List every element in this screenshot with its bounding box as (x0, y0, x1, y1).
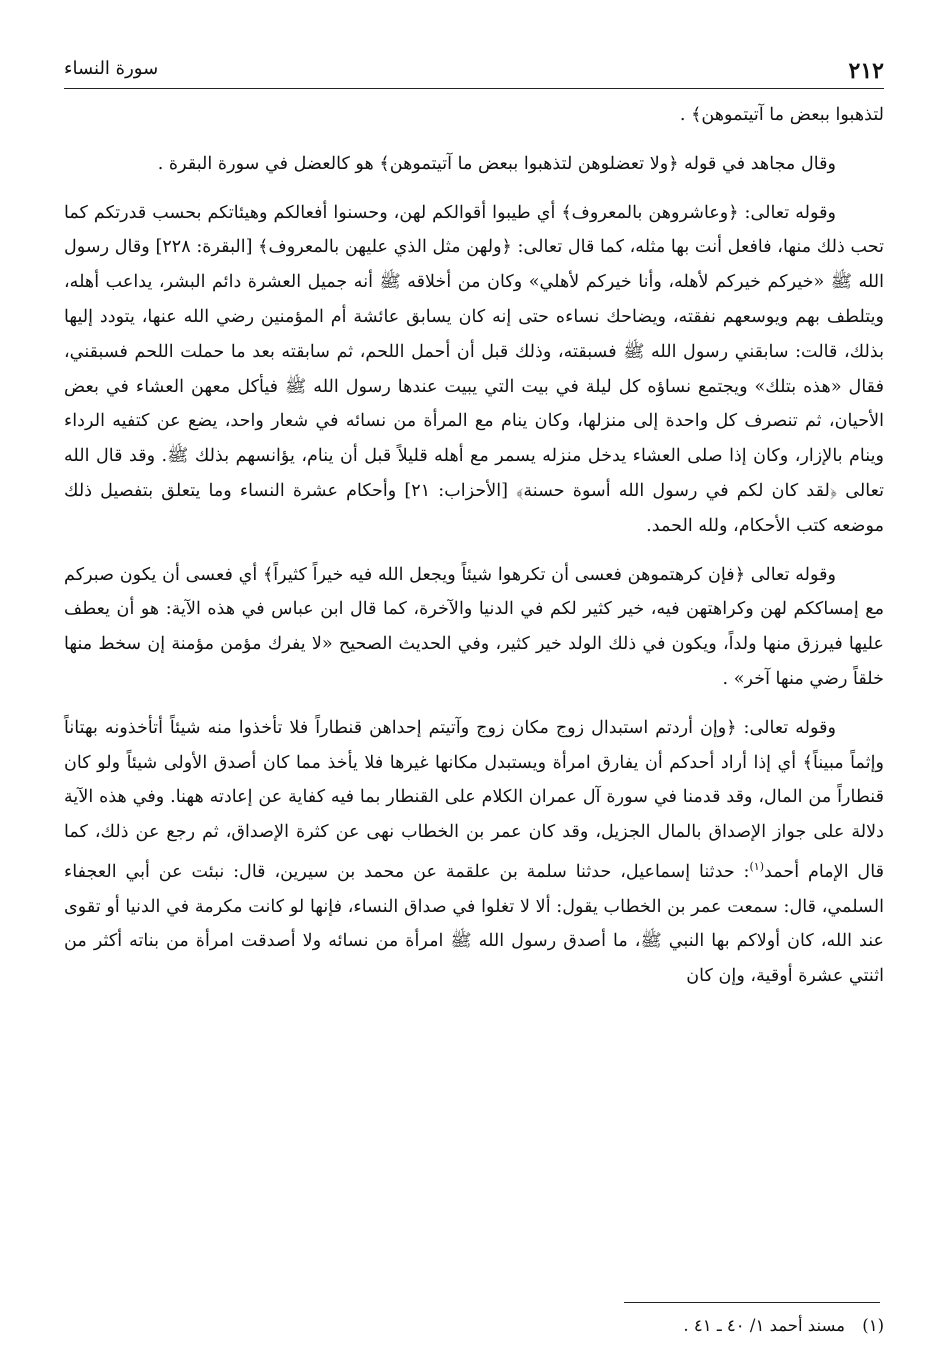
paragraph-5 (64, 711, 884, 994)
page-number: ٢١٢ (848, 58, 884, 84)
paragraph-2: وقال مجاهد في قوله ﴿ولا تعضلوهن لتذهبوا ببعض ما آتيتموهن﴾ هو كالعضل في سورة البقرة . (157, 153, 836, 174)
footnote (64, 1312, 884, 1340)
paragraph-5-continuation: : حدثنا إسماعيل، حدثنا سلمة بن علقمة عن محمد بن سيرين، قال: نبئت عن أبي العجفاء السلمي، قال: سمعت عمر بن الخطاب يقول: ألا لا تغلوا في صداق النساء، فإنها لو كانت مكرمة في الدنيا أو تقوى عند الله، كان أولاكم بها النبي ﷺ، ما أصدق رسول الله ﷺ امرأة من نسائه ولا أصدقت امرأة من بناته أكثر من اثنتي عشرة أوقية، وإن كان (64, 861, 884, 987)
paragraph-5-text: وقوله تعالى: ﴿وإن أردتم استبدال زوج مكان زوج وآتيتم إحداهن قنطاراً فلا تأخذوا منه شيئاً أتأخذونه بهتاناً وإثماً مبيناً﴾ أي إذا أراد أحدكم أن يفارق امرأة ويستبدل مكانها غيرها فلا يأخذ مما كان أصدق الأولى شيئاً ولو كان قنطاراً من المال، وقد قدمنا في سورة آل عمران الكلام على القنطار بما فيه كفاية عن إعادته ههنا. وفي هذه الآية دلالة على جواز الإصداق بالمال الجزيل، وقد كان عمر بن الخطاب نهى عن كثرة الإصداق، ثم رجع عن ذلك، كما قال الإمام أحمد (64, 717, 884, 882)
paragraph-3: وقوله تعالى: ﴿وعاشروهن بالمعروف﴾ أي طيبوا أقوالكم لهن، وحسنوا أفعالكم وهيئاتكم بحسب قدرتكم كما تحب ذلك منها، فافعل أنت بها مثله، كما قال تعالى: ﴿ولهن مثل الذي عليهن بالمعروف﴾ [البقرة: ٢٢٨] وقال رسول الله ﷺ «خيركم خيركم لأهله، وأنا خيركم لأهلي» وكان من أخلاقه ﷺ أنه جميل العشرة دائم البشر، يداعب أهله، ويتلطف بهم ويوسعهم نفقته، ويضاحك نساءه حتى إنه كان يسابق عائشة أم المؤمنين رضي الله عنها، يتودد إليها بذلك، قالت: سابقني رسول الله ﷺ فسبقته، وذلك قبل أن أحمل اللحم، ثم سابقته بعد ما حملت اللحم فسبقني، فقال «هذه بتلك» ويجتمع نساؤه كل ليلة في بيت التي يبيت عندها رسول الله ﷺ فيأكل معهن العشاء في بعض الأحيان، ثم تنصرف كل واحدة إلى منزلها، وكان ينام مع المرأة من نسائه في شعار واحد، يضع عن كتفيه الرداء وينام بالإزار، وكان إذا صلى العشاء يدخل منزله يسمر مع أهله قليلاً قبل أن ينام، يؤانسهم بذلك ﷺ. وقد قال الله تعالى ﴿لقد كان لكم في رسول الله أسوة حسنة﴾ [الأحزاب: ٢١] وأحكام عشرة النساء وما يتعلق بتفصيل ذلك موضعه كتب الأحكام، ولله الحمد. (64, 202, 884, 536)
footnote-divider (624, 1302, 880, 1303)
paragraph-1: لتذهبوا ببعض ما آتيتموهن﴾ . (679, 105, 884, 125)
running-title: سورة النساء (64, 58, 159, 79)
paragraph-4: وقوله تعالى ﴿فإن كرهتموهن فعسى أن تكرهوا شيئاً ويجعل الله فيه خيراً كثيراً﴾ أي فعسى أن يكون صبركم مع إمساككم لهن وكراهتهن فيه، خير كثير لكم في الدنيا والآخرة، كما قال ابن عباس في هذه الآية: هو أن يعطف عليها فيرزق منها ولداً، ويكون في ذلك الولد خير كثير، وفي الحديث الصحيح «لا يفرك مؤمن مؤمنة إن سخط منها خلقاً رضي منها آخر» . (64, 564, 884, 689)
main-text (64, 98, 884, 1008)
footnote-number: (١) (862, 1316, 884, 1335)
footnote-reference: (١) (749, 859, 764, 873)
page-header (64, 54, 884, 84)
header-divider (64, 88, 884, 89)
footnote-text: مسند أحمد ١/ ٤٠ ـ ٤١ . (683, 1316, 845, 1335)
